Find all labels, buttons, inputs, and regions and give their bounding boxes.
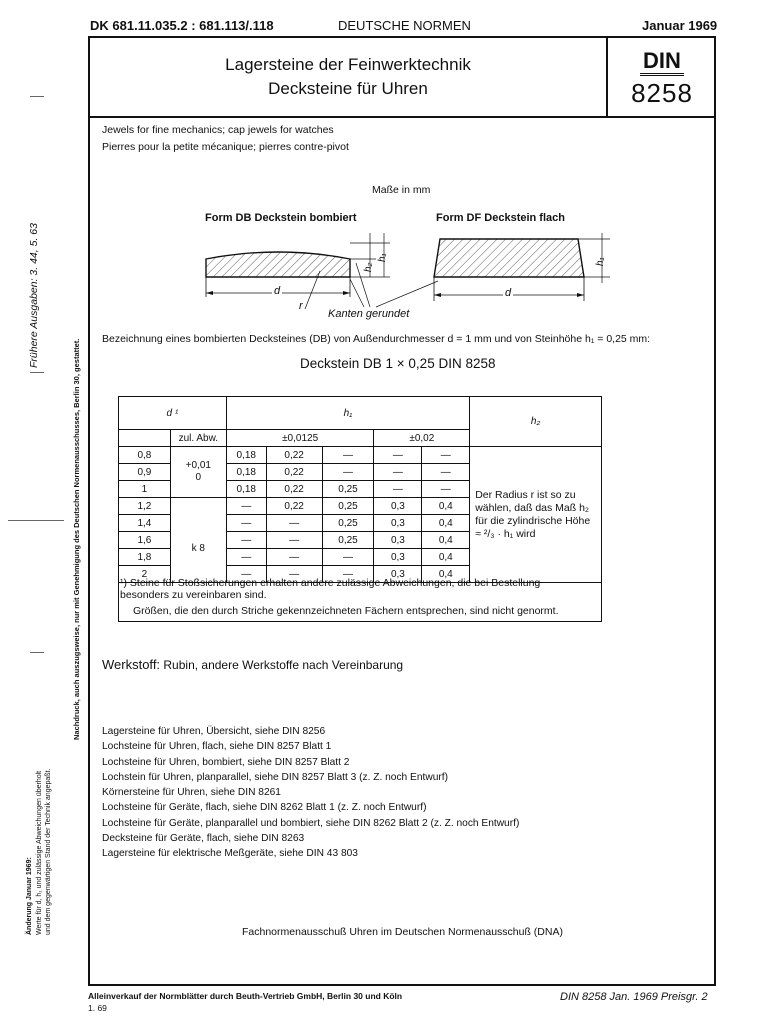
- dim-h2-db: h₂: [363, 262, 374, 272]
- amendment-line-1: Werte für d, h₁ und zulässige Abweichungen überholt: [36, 770, 43, 935]
- subheader-tol2: ±0,02: [374, 430, 470, 447]
- translation-en: Jewels for fine mechanics; cap jewels for watches: [102, 124, 334, 136]
- cell-tol-b: k 8: [170, 515, 226, 583]
- cell-h1: —: [226, 549, 266, 566]
- subheader-tol1: ±0,0125: [226, 430, 374, 447]
- committee-note: Fachnormenausschuß Uhren im Deutschen Normenausschuß (DNA): [242, 926, 563, 938]
- dim-h1-df: h₁: [595, 257, 606, 266]
- reference-item: Lagersteine für elektrische Meßgeräte, siehe DIN 43 803: [102, 848, 358, 860]
- din-number: 8258: [631, 78, 693, 108]
- form-db-label: Form DB Deckstein bombiert: [205, 212, 357, 224]
- werkstoff: [102, 657, 403, 672]
- cell-h1: 0,22: [266, 447, 322, 464]
- dk-classification: DK 681.11.035.2 : 681.113/.118: [90, 18, 274, 33]
- dim-r: r: [299, 300, 303, 312]
- cell-h1: —: [226, 515, 266, 532]
- cell-h1: 0,3: [374, 532, 422, 549]
- cell-h1: —: [322, 549, 374, 566]
- subheader-zul-abw: zul. Abw.: [170, 430, 226, 447]
- cell-h1: 0,18: [226, 481, 266, 498]
- cell-h1: —: [422, 447, 470, 464]
- margin-rule: [8, 520, 64, 521]
- reference-item: Lochsteine für Geräte, flach, siehe DIN 8262 Blatt 1 (z. Z. noch Entwurf): [102, 802, 427, 814]
- cell-h1: 0,25: [322, 532, 374, 549]
- margin-tick: [30, 652, 44, 653]
- references-list: [102, 724, 519, 862]
- reference-item: Decksteine für Geräte, flach, siehe DIN 8263: [102, 833, 305, 845]
- reference-item: Lochsteine für Uhren, flach, siehe DIN 8257 Blatt 1: [102, 741, 332, 753]
- cell-d: 1,2: [119, 498, 171, 515]
- form-df-label: Form DF Deckstein flach: [436, 212, 565, 224]
- cell-d: 0,8: [119, 447, 171, 464]
- din-logo-text: DIN: [640, 48, 684, 76]
- cell-h1: 0,22: [266, 498, 322, 515]
- technical-drawing: [180, 225, 620, 317]
- margin-tick: [30, 96, 44, 97]
- earlier-editions: Frühere Ausgaben: 3. 44, 5. 63: [28, 223, 40, 368]
- page-subtitle: Decksteine für Uhren: [268, 79, 428, 98]
- cell-h1: —: [374, 464, 422, 481]
- header-d: d ¹: [119, 397, 227, 430]
- cell-h1: 0,3: [374, 566, 422, 583]
- cell-h1: —: [266, 532, 322, 549]
- footer-edition: 1. 69: [88, 1003, 107, 1013]
- werkstoff-text: Rubin, andere Werkstoffe nach Vereinbarung: [163, 658, 404, 672]
- din-logo: [610, 48, 714, 74]
- designation-text: Bezeichnung eines bombierten Decksteines (DB) von Außendurchmesser d = 1 mm und von Steinhöhe h₁ = 0,25 mm:: [102, 333, 651, 345]
- cell-h1: —: [422, 481, 470, 498]
- reference-item: Lochsteine für Geräte, planparallel und bombiert, siehe DIN 8262 Blatt 2 (z. Z. noch Entwurf): [102, 817, 520, 829]
- cell-h1: 0,4: [422, 566, 470, 583]
- cell-h1: 0,25: [322, 515, 374, 532]
- cell-d: 1,6: [119, 532, 171, 549]
- cell-h1: 0,22: [266, 481, 322, 498]
- page-title: Lagersteine der Feinwerktechnik: [225, 55, 471, 74]
- cell-h1: —: [266, 566, 322, 583]
- translation-fr: Pierres pour la petite mécanique; pierres contre-pivot: [102, 141, 349, 153]
- kanten-gerundet-note: Kanten gerundet: [328, 308, 410, 320]
- cell-tol-a: [170, 447, 226, 498]
- cell-h1: 0,25: [322, 481, 374, 498]
- cell-h1: 0,18: [226, 447, 266, 464]
- cell-h2-note: Der Radius r ist so zu wählen, daß das Maß h₂ für die zylindrische Höhe ≈ ²/₃ · h₁ wird: [470, 447, 602, 583]
- footer-sales: Alleinverkauf der Normblätter durch Beuth-Vertrieb GmbH, Berlin 30 und Köln: [88, 991, 403, 1001]
- header-h2: h₂: [470, 397, 602, 447]
- cell-h1: —: [266, 549, 322, 566]
- cell-h1: 0,4: [422, 515, 470, 532]
- cell-tol-blank: [170, 498, 226, 515]
- header-deutsche-normen: DEUTSCHE NORMEN: [338, 18, 471, 33]
- subheader-empty: [119, 430, 171, 447]
- cell-h1: —: [226, 532, 266, 549]
- cell-h1: 0,22: [266, 464, 322, 481]
- cell-h1: —: [322, 464, 374, 481]
- reprint-notice: Nachdruck, auch auszugsweise, nur mit Genehmigung des Deutschen Normenausschusses, Berlin 30, gestattet.: [72, 338, 81, 740]
- dim-d-df: d: [505, 287, 512, 299]
- dim-d-db: d: [274, 285, 281, 297]
- amendment-line-2: und dem gegenwärtigen Stand der Technik angepaßt.: [45, 768, 52, 935]
- margin-tick: [30, 372, 44, 373]
- cell-h1: —: [374, 481, 422, 498]
- cell-d: 2: [119, 566, 171, 583]
- cell-h1: —: [226, 566, 266, 583]
- dimensions-table: [118, 396, 602, 583]
- footnote-1: ¹) Steine für Stoßsicherungen erhalten andere zulässige Abweichungen, die bei Bestellung besonders zu vereinbaren sind.: [120, 577, 541, 601]
- footnote-2: Größen, die den durch Striche gekennzeichneten Fächern entsprechen, sind nicht genormt.: [133, 605, 559, 617]
- reference-item: Körnersteine für Uhren, siehe DIN 8261: [102, 787, 281, 799]
- cell-h1: 0,4: [422, 549, 470, 566]
- reference-item: Lochstein für Uhren, planparallel, siehe DIN 8257 Blatt 3 (z. Z. noch Entwurf): [102, 771, 448, 783]
- cell-h1: 0,4: [422, 532, 470, 549]
- cell-d: 1,8: [119, 549, 171, 566]
- cell-h1: 0,18: [226, 464, 266, 481]
- cell-h1: —: [322, 566, 374, 583]
- header-h1: h₁: [226, 397, 469, 430]
- table-header-row: [119, 397, 602, 430]
- werkstoff-label: Werkstoff:: [102, 657, 161, 672]
- dim-h1-db: h₁: [377, 253, 388, 262]
- cell-d: 1: [119, 481, 171, 498]
- units-note: Maße in mm: [372, 184, 431, 196]
- cell-h1: 0,3: [374, 549, 422, 566]
- cell-h1: —: [374, 447, 422, 464]
- designation-example: Deckstein DB 1 × 0,25 DIN 8258: [300, 356, 496, 371]
- cell-d: 0,9: [119, 464, 171, 481]
- footer-din-ref: DIN 8258 Jan. 1969 Preisgr. 2: [560, 991, 708, 1003]
- db-jewel-shape: [206, 252, 350, 277]
- tol-a-lower: 0: [195, 472, 202, 483]
- cell-d: 1,4: [119, 515, 171, 532]
- title-box: [88, 36, 608, 118]
- cell-h1: —: [226, 498, 266, 515]
- tol-a-upper: +0,01: [185, 460, 211, 471]
- cell-h1: 0,4: [422, 498, 470, 515]
- cell-h1: 0,25: [322, 498, 374, 515]
- header-date: Januar 1969: [642, 18, 718, 33]
- reference-item: Lagersteine für Uhren, Übersicht, siehe DIN 8256: [102, 726, 326, 737]
- reference-item: Lochsteine für Uhren, bombiert, siehe DIN 8257 Blatt 2: [102, 756, 350, 768]
- cell-h1: —: [422, 464, 470, 481]
- df-jewel-shape: [434, 239, 584, 277]
- cell-h1: 0,3: [374, 498, 422, 515]
- cell-h1: 0,3: [374, 515, 422, 532]
- amendment-title: Änderung Januar 1969:: [26, 857, 33, 935]
- cell-h1: —: [322, 447, 374, 464]
- table-row: [119, 447, 602, 464]
- cell-h1: —: [266, 515, 322, 532]
